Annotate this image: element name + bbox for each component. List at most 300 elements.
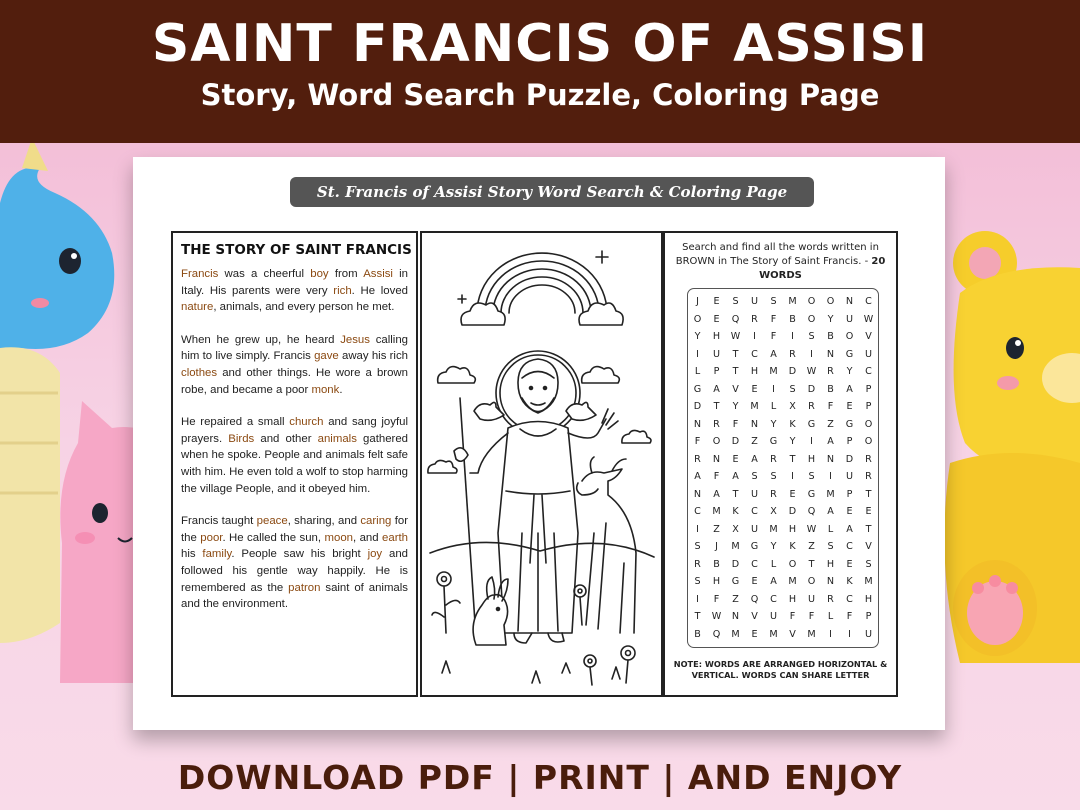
- grid-letter: A: [694, 471, 701, 482]
- grid-letter: M: [769, 366, 778, 377]
- grid-letter: N: [826, 576, 835, 587]
- grid-letter: M: [864, 576, 873, 587]
- grid-letter: O: [807, 296, 816, 307]
- grid-letter: I: [791, 471, 794, 482]
- flower-icon: [621, 646, 635, 683]
- grid-letter: N: [731, 611, 740, 622]
- keyword: patron: [288, 581, 321, 594]
- grid-letter: E: [846, 401, 853, 412]
- grid-letter: S: [789, 383, 796, 395]
- grid-letter: F: [770, 313, 777, 325]
- grid-letter: D: [788, 506, 797, 517]
- grid-letter: B: [694, 628, 701, 640]
- grid-letter: R: [789, 348, 796, 360]
- grid-letter: L: [827, 611, 834, 622]
- grid-letter: K: [846, 576, 853, 587]
- sparkle-icon: [596, 251, 608, 263]
- grid-letter: C: [751, 506, 758, 517]
- grid-letter: P: [846, 488, 853, 500]
- grid-letter: S: [694, 576, 701, 587]
- grid-row: [688, 311, 878, 329]
- grid-letter: R: [827, 366, 834, 377]
- story-text-segment: . He loved: [351, 284, 408, 297]
- grid-letter: Z: [732, 593, 739, 605]
- grid-letter: I: [696, 523, 699, 535]
- grid-row: [688, 363, 878, 381]
- grid-letter: D: [807, 383, 816, 395]
- grid-letter: U: [845, 471, 854, 482]
- grid-letter: A: [827, 436, 834, 447]
- worksheet-page: [133, 157, 945, 730]
- grid-letter: N: [693, 488, 702, 500]
- keyword: rich: [333, 284, 352, 297]
- grid-letter: C: [865, 296, 872, 307]
- grid-letter: E: [789, 488, 796, 500]
- grid-letter: X: [732, 523, 739, 535]
- yellow-bear-toy: [944, 231, 1080, 663]
- grid-row: [688, 626, 878, 644]
- grid-letter: J: [715, 541, 718, 552]
- grid-letter: Q: [712, 628, 721, 640]
- grid-letter: U: [864, 348, 873, 360]
- top-banner: [0, 0, 1080, 143]
- grass-icon: [442, 661, 620, 683]
- grid-letter: Y: [732, 401, 739, 412]
- story-text-segment: from: [328, 268, 364, 280]
- grid-letter: U: [712, 348, 721, 360]
- grid-letter: N: [712, 453, 721, 465]
- grid-letter: F: [732, 418, 739, 430]
- grid-letter: Z: [751, 436, 758, 447]
- story-text-segment: and other: [254, 432, 318, 445]
- grid-letter: E: [846, 558, 853, 570]
- grid-letter: U: [864, 628, 873, 640]
- story-text-segment: , animals, and every person he met.: [213, 301, 395, 314]
- cloud-icon: [428, 460, 457, 473]
- story-title: THE STORY OF SAINT FRANCIS: [181, 242, 412, 258]
- grid-letter: T: [694, 611, 701, 622]
- grid-row: [688, 293, 878, 311]
- footer-call-to-action: DOWNLOAD PDF | PRINT | AND ENJOY: [177, 758, 903, 797]
- story-paragraph: [181, 414, 408, 497]
- grid-letter: D: [731, 436, 740, 447]
- grid-letter: L: [770, 401, 777, 412]
- grid-row: [688, 538, 878, 556]
- grid-row: [688, 451, 878, 469]
- grid-letter: O: [712, 436, 721, 447]
- grid-letter: A: [846, 523, 853, 535]
- grid-letter: O: [788, 558, 797, 570]
- grid-letter: K: [789, 418, 796, 430]
- grid-letter: M: [788, 296, 797, 307]
- grid-letter: P: [846, 436, 853, 447]
- grid-letter: S: [827, 541, 834, 552]
- story-text-segment: his: [181, 548, 203, 561]
- word-search-panel: [663, 231, 898, 697]
- grid-letter: C: [751, 348, 758, 360]
- grid-letter: C: [770, 593, 777, 605]
- story-text-segment: . People saw his bright: [231, 548, 368, 561]
- grid-letter: S: [694, 541, 701, 552]
- grid-letter: N: [826, 348, 835, 360]
- grid-letter: R: [751, 313, 758, 325]
- grid-letter: Z: [827, 418, 834, 430]
- grid-letter: B: [827, 383, 834, 395]
- grid-letter: I: [696, 348, 699, 360]
- grid-letter: O: [864, 436, 873, 447]
- grid-letter: Y: [789, 436, 796, 447]
- keyword: Francis: [181, 268, 219, 280]
- grid-letter: R: [770, 488, 777, 500]
- grid-letter: P: [865, 611, 872, 622]
- grid-letter: A: [770, 576, 777, 587]
- story-paragraph: [181, 513, 408, 613]
- keyword: joy: [367, 548, 383, 561]
- grid-letter: B: [827, 331, 834, 342]
- grid-letter: X: [789, 401, 796, 412]
- grid-letter: C: [846, 593, 853, 605]
- grid-row: [688, 521, 878, 539]
- keyword: boy: [310, 268, 329, 280]
- keyword: clothes: [181, 366, 218, 379]
- grid-letter: L: [827, 523, 834, 535]
- grid-letter: S: [770, 296, 777, 307]
- grid-letter: T: [789, 453, 796, 465]
- flower-icon: [584, 655, 596, 685]
- grid-letter: D: [788, 366, 797, 377]
- grid-letter: Y: [694, 331, 701, 342]
- grid-letter: T: [732, 488, 739, 500]
- grid-letter: O: [807, 313, 816, 325]
- grid-letter: G: [731, 576, 740, 587]
- grid-letter: Z: [713, 523, 720, 535]
- grid-letter: V: [789, 628, 796, 640]
- grid-letter: O: [864, 418, 873, 430]
- grid-letter: V: [732, 383, 739, 395]
- grid-letter: H: [788, 593, 797, 605]
- grid-letter: Z: [808, 541, 815, 552]
- keyword: Assisi: [363, 268, 393, 280]
- grid-row: [688, 381, 878, 399]
- grid-letter: U: [750, 488, 759, 500]
- word-search-instructions: [675, 241, 886, 283]
- grid-letter: T: [732, 366, 739, 377]
- grid-letter: B: [713, 558, 720, 570]
- grid-letter: G: [845, 418, 854, 430]
- grid-letter: V: [751, 611, 758, 622]
- grid-letter: F: [770, 331, 777, 342]
- grid-letter: E: [751, 628, 758, 640]
- grid-letter: B: [789, 313, 796, 325]
- grid-row: [688, 468, 878, 486]
- grid-letter: G: [807, 418, 816, 430]
- keyword: monk: [311, 383, 340, 396]
- grid-letter: K: [789, 541, 796, 552]
- grid-letter: F: [789, 611, 796, 622]
- grid-letter: O: [807, 576, 816, 587]
- grid-letter: W: [806, 366, 817, 377]
- grid-letter: N: [845, 296, 854, 307]
- grid-letter: I: [791, 331, 794, 342]
- grid-letter: P: [713, 366, 720, 377]
- grid-row: [688, 433, 878, 451]
- grid-letter: V: [865, 541, 872, 552]
- grid-letter: R: [694, 558, 701, 570]
- grid-letter: G: [693, 383, 702, 395]
- grid-letter: Y: [846, 366, 853, 377]
- story-text-segment: away his rich: [338, 350, 408, 363]
- grid-letter: N: [693, 418, 702, 430]
- grid-letter: A: [732, 471, 739, 482]
- grid-letter: O: [693, 313, 702, 325]
- staff-icon: [460, 398, 476, 638]
- keyword: peace: [256, 515, 288, 528]
- grid-letter: A: [770, 348, 777, 360]
- grid-letter: G: [807, 488, 816, 500]
- grid-letter: U: [750, 296, 759, 307]
- grid-row: [688, 398, 878, 416]
- grid-row: [688, 573, 878, 591]
- grid-letter: M: [750, 401, 759, 412]
- story-text-segment: . He called the sun,: [222, 531, 325, 544]
- bird-icon: [566, 402, 596, 420]
- grid-letter: I: [848, 628, 851, 640]
- grid-row: [688, 591, 878, 609]
- grid-letter: H: [750, 366, 759, 377]
- grid-letter: S: [808, 471, 815, 482]
- grid-letter: A: [713, 383, 720, 395]
- grid-letter: S: [732, 296, 739, 307]
- word-search-grid-box: [687, 288, 879, 648]
- hand-icon: [454, 448, 468, 461]
- story-text-segment: and other things. He wore a brown robe, and became a poor: [181, 366, 408, 396]
- grid-letter: F: [713, 471, 720, 482]
- grid-letter: E: [732, 453, 739, 465]
- grid-letter: Y: [770, 541, 777, 552]
- grid-letter: C: [865, 366, 872, 377]
- grid-letter: W: [863, 313, 874, 325]
- cloud-icon: [582, 367, 620, 383]
- banner-subtitle: Story, Word Search Puzzle, Coloring Page: [200, 78, 880, 112]
- grid-letter: T: [865, 523, 872, 535]
- grid-letter: I: [696, 593, 699, 605]
- story-paragraph: [181, 266, 408, 316]
- story-text-segment: , sharing, and: [287, 515, 361, 528]
- story-text-segment: When he grew up, he heard: [181, 333, 341, 346]
- grid-letter: R: [808, 401, 815, 412]
- worksheet-header: St. Francis of Assisi Story Word Search & Coloring Page: [290, 177, 814, 207]
- grid-letter: W: [711, 611, 722, 622]
- word-search-note: NOTE: WORDS ARE ARRANGED HORIZONTAL & VERTICAL. WORDS CAN SHARE LETTER: [673, 659, 888, 680]
- grid-letter: W: [730, 331, 741, 342]
- grid-letter: I: [829, 628, 832, 640]
- grid-letter: G: [845, 348, 854, 360]
- grid-row: [688, 346, 878, 364]
- grid-letter: C: [751, 558, 758, 570]
- story-text-segment: and sang joyful prayers.: [181, 416, 408, 445]
- grid-letter: M: [712, 506, 721, 517]
- story-text-segment: gathered when he spoke. People and animals felt safe with him. He even told a wolf to stop harming the village People, and it obeyed him.: [181, 432, 408, 495]
- grid-row: [688, 328, 878, 346]
- grid-letter: L: [694, 366, 701, 377]
- story-text-segment: in Italy. His parents were very: [181, 268, 409, 297]
- story-text: [181, 266, 408, 629]
- grid-letter: M: [769, 523, 778, 535]
- cloud-icon: [622, 430, 651, 443]
- grid-letter: T: [865, 488, 872, 500]
- grid-letter: X: [770, 506, 777, 517]
- grid-letter: R: [865, 453, 872, 465]
- grid-letter: E: [751, 383, 758, 395]
- grid-letter: Q: [807, 506, 816, 517]
- grid-letter: I: [810, 436, 813, 447]
- grid-letter: V: [865, 331, 872, 342]
- grid-letter: P: [865, 401, 872, 412]
- grid-letter: F: [808, 611, 815, 622]
- grid-letter: S: [808, 331, 815, 342]
- deer-icon: [577, 457, 636, 633]
- grid-letter: U: [750, 523, 759, 535]
- grid-letter: M: [826, 488, 835, 500]
- sparkle-icon: [458, 295, 466, 303]
- flower-icon: [574, 585, 586, 625]
- grid-letter: H: [712, 331, 721, 342]
- keyword: gave: [314, 350, 339, 363]
- keyword: Jesus: [340, 333, 370, 346]
- keyword: earth: [382, 531, 409, 544]
- keyword: poor: [200, 531, 223, 544]
- story-text-segment: saint of animals and the environment.: [181, 581, 408, 611]
- story-text-segment: and followed his gentle way happily. He is remembered as the: [181, 548, 408, 594]
- saint-francis-coloring-illustration: [422, 233, 661, 695]
- grid-letter: O: [845, 331, 854, 342]
- story-text-segment: Francis taught: [181, 515, 257, 528]
- grid-letter: T: [808, 558, 815, 570]
- grid-letter: M: [769, 628, 778, 640]
- grid-letter: D: [845, 453, 854, 465]
- keyword: family: [202, 548, 232, 561]
- grid-letter: I: [810, 348, 813, 360]
- grid-letter: J: [696, 296, 699, 307]
- grid-letter: N: [750, 418, 759, 430]
- grid-letter: R: [713, 418, 720, 430]
- story-text-segment: , and: [353, 531, 383, 544]
- grid-letter: E: [751, 576, 758, 587]
- grid-row: [688, 608, 878, 626]
- grid-letter: A: [713, 488, 720, 500]
- grid-letter: R: [770, 453, 777, 465]
- grid-letter: I: [753, 331, 756, 342]
- grid-letter: Y: [827, 313, 834, 325]
- flower-icon: [432, 572, 460, 633]
- grid-letter: M: [731, 541, 740, 552]
- story-text-segment: .: [339, 383, 343, 396]
- story-text-segment: calling him to live simply. Francis: [181, 333, 408, 363]
- grid-letter: F: [694, 436, 701, 447]
- grid-letter: H: [864, 593, 873, 605]
- grid-letter: F: [846, 611, 853, 622]
- grid-letter: M: [807, 628, 816, 640]
- grid-letter: Q: [750, 593, 759, 605]
- grid-letter: W: [806, 523, 817, 535]
- grid-letter: A: [751, 453, 758, 465]
- rainbow-icon: [461, 253, 623, 325]
- grid-letter: G: [750, 541, 759, 552]
- cloud-icon: [438, 367, 476, 383]
- bird-icon: [474, 402, 504, 420]
- grid-letter: Y: [770, 418, 777, 430]
- keyword: nature: [181, 301, 214, 314]
- grid-letter: L: [770, 558, 777, 570]
- grid-letter: M: [731, 628, 740, 640]
- grid-letter: S: [770, 471, 777, 482]
- grid-letter: T: [732, 348, 739, 360]
- grid-letter: S: [865, 558, 872, 570]
- grid-row: [688, 503, 878, 521]
- grid-letter: U: [769, 611, 778, 622]
- grid-letter: P: [865, 383, 872, 395]
- grid-letter: E: [865, 506, 872, 517]
- grid-letter: R: [694, 453, 701, 465]
- grid-letter: D: [693, 401, 702, 412]
- word-count: 20 WORDS: [759, 256, 886, 281]
- grid-letter: H: [826, 558, 835, 570]
- grid-letter: S: [751, 471, 758, 482]
- banner-title: SAINT FRANCIS OF ASSISI: [151, 14, 929, 74]
- keyword: moon: [324, 531, 353, 544]
- grid-letter: G: [769, 436, 778, 447]
- story-text-segment: for the: [181, 515, 409, 544]
- grid-letter: H: [788, 523, 797, 535]
- grid-letter: E: [713, 313, 720, 325]
- grid-letter: I: [772, 383, 775, 395]
- grid-row: [688, 486, 878, 504]
- grid-letter: C: [846, 541, 853, 552]
- grid-letter: H: [807, 453, 816, 465]
- grid-letter: E: [713, 296, 720, 307]
- grid-letter: R: [865, 471, 872, 482]
- grid-letter: Q: [731, 313, 740, 325]
- grid-letter: D: [731, 558, 740, 570]
- keyword: animals: [317, 432, 357, 445]
- story-paragraph: [181, 332, 408, 398]
- grid-letter: K: [732, 506, 739, 517]
- instructions-text: Search and find all the words written in BROWN in The Story of Saint Francis. -: [675, 242, 879, 267]
- grid-letter: F: [713, 593, 720, 605]
- grid-letter: I: [829, 471, 832, 482]
- keyword: caring: [360, 515, 392, 528]
- keyword: Birds: [228, 432, 255, 445]
- story-text-segment: He repaired a small: [181, 416, 290, 429]
- grid-letter: U: [845, 313, 854, 325]
- grid-row: [688, 416, 878, 434]
- grid-letter: O: [826, 296, 835, 307]
- story-panel: [171, 231, 418, 697]
- grid-letter: N: [826, 453, 835, 465]
- grid-letter: H: [712, 576, 721, 587]
- story-text-segment: was a cheerful: [218, 268, 311, 280]
- grid-letter: T: [713, 401, 720, 412]
- grid-letter: A: [846, 383, 853, 395]
- word-search-grid: [688, 293, 878, 643]
- grid-letter: E: [846, 506, 853, 517]
- grid-letter: A: [827, 506, 834, 517]
- grid-letter: C: [694, 506, 701, 517]
- grid-letter: U: [807, 593, 816, 605]
- keyword: church: [289, 416, 324, 429]
- coloring-panel: [420, 231, 663, 697]
- grid-row: [688, 556, 878, 574]
